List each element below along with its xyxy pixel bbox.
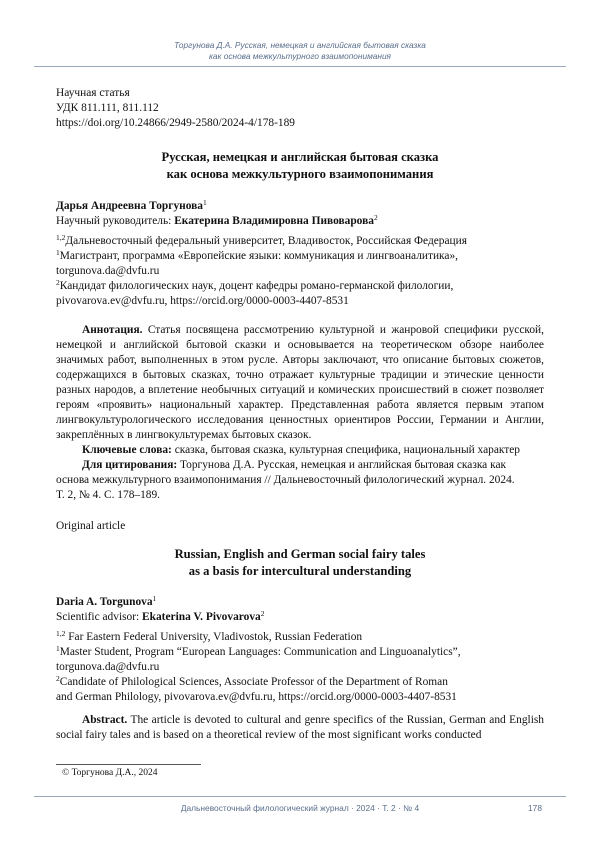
author-email-ru[interactable]: torgunova.da@dvfu.ru bbox=[56, 265, 160, 277]
doi-link[interactable]: https://doi.org/10.24866/2949-2580/2024-4/178-189 bbox=[56, 117, 295, 129]
udk: УДК 811.111, 811.112 bbox=[56, 102, 159, 114]
affiliation-en: $^{1,2}$ Far Eastern Federal University, Vladivostok, Russian Federation bbox=[56, 629, 363, 643]
footnote-divider bbox=[56, 764, 201, 765]
article-type-ru: Научная статья bbox=[56, 87, 130, 99]
abstract-en-label: Abstract. bbox=[82, 714, 128, 726]
keywords-ru: Ключевые слова: сказка, бытовая сказка, культурная специфика, национальный характер bbox=[82, 444, 521, 456]
advisor-ru: Научный руководитель: Екатерина Владимировна Пивоварова$^2$ bbox=[56, 213, 378, 227]
footer-divider bbox=[34, 796, 566, 797]
page-number: 178 bbox=[528, 803, 542, 813]
running-head-line2: как основа межкультурного взаимопонимания bbox=[208, 51, 391, 61]
title-en-line2: as a basis for intercultural understanding bbox=[188, 564, 412, 578]
author-ru: Дарья Андреевна Торгунова$^1$ bbox=[56, 198, 207, 212]
article-type-en: Original article bbox=[56, 520, 126, 532]
article-body bbox=[56, 86, 544, 743]
affiliation1-ru: $^1$Магистрант, программа «Европейские языки: коммуникация и лингвоаналитика», bbox=[56, 248, 459, 262]
affiliation2-en: $^2$Candidate of Philological Sciences, Associate Professor of the Department of Roman bbox=[56, 674, 448, 688]
running-head bbox=[0, 40, 600, 62]
abstract-ru bbox=[56, 323, 544, 443]
title-en-line1: Russian, English and German social fairy tales bbox=[174, 547, 426, 561]
citation-ru-line2: основа межкультурного взаимопонимания // Дальневосточный филологический журнал. 2024. bbox=[56, 474, 515, 486]
author-en: Daria A. Torgunova$^1$ bbox=[56, 594, 157, 608]
author-email-en[interactable]: torgunova.da@dvfu.ru bbox=[56, 661, 160, 673]
copyright-footnote: © Торгунова Д.А., 2024 bbox=[62, 768, 158, 778]
affiliation-ru: $^{1,2}$Дальневосточный федеральный университет, Владивосток, Российская Федерация bbox=[56, 233, 467, 247]
advisor-contacts-en[interactable]: and German Philology, pivovarova.ev@dvfu.ru, https://orcid.org/0000-0003-4407-8531 bbox=[56, 691, 457, 703]
abstract-en-text: The article is devoted to cultural and genre specifics of the Russian, German and English social fairy tales and is based on a theoretical review of the most significant works conducted bbox=[56, 714, 544, 741]
advisor-en: Scientific advisor: Ekaterina V. Pivovarova$^2$ bbox=[56, 609, 265, 623]
affiliation2-ru: $^2$Кандидат филологических наук, доцент кафедры романо-германской филологии, bbox=[56, 278, 454, 292]
running-head-line1: Торгунова Д.А. Русская, немецкая и английская бытовая сказка bbox=[174, 40, 426, 50]
journal-footer: Дальневосточный филологический журнал · 2024 · Т. 2 · № 4 bbox=[180, 803, 420, 813]
title-ru-line2: как основа межкультурного взаимопонимания bbox=[166, 167, 434, 181]
abstract-ru-text: Статья посвящена рассмотрению культурной и жанровой специфики русской, немецкой и английской бытовой сказки и основывается на теоретическом обзоре наиболее значимых работ, выполненных в этом русле. Авторы заключают, что описание бытовых сюжетов, содержащихся в бытовых сказках, точно отражает культурные традиции и этические ценности разных народов, а вплетение необычных ситуаций и комических происшествий в сюжет позволяет героям «проявить» национальный характер. Представленная работа является первым этапом лингвокультурологического исследования ценностных ориентиров России, Германии и Англии, закреплённых в лингвокультуремах бытовых сказок. bbox=[56, 324, 544, 441]
affiliation1-en: $^1$Master Student, Program “European Languages: Communication and Linguoanalytics”, bbox=[56, 644, 461, 658]
title-ru-line1: Русская, немецкая и английская бытовая сказка bbox=[161, 150, 439, 164]
citation-ru: Для цитирования: Торгунова Д.А. Русская, немецкая и английская бытовая сказка как bbox=[82, 459, 507, 471]
advisor-contacts-ru[interactable]: pivovarova.ev@dvfu.ru, https://orcid.org/0000-0003-4407-8531 bbox=[56, 295, 349, 307]
abstract-en bbox=[56, 713, 544, 743]
citation-ru-line3: Т. 2, № 4. С. 178–189. bbox=[56, 489, 161, 501]
abstract-ru-label: Аннотация. bbox=[82, 324, 143, 336]
header-divider bbox=[34, 66, 566, 67]
